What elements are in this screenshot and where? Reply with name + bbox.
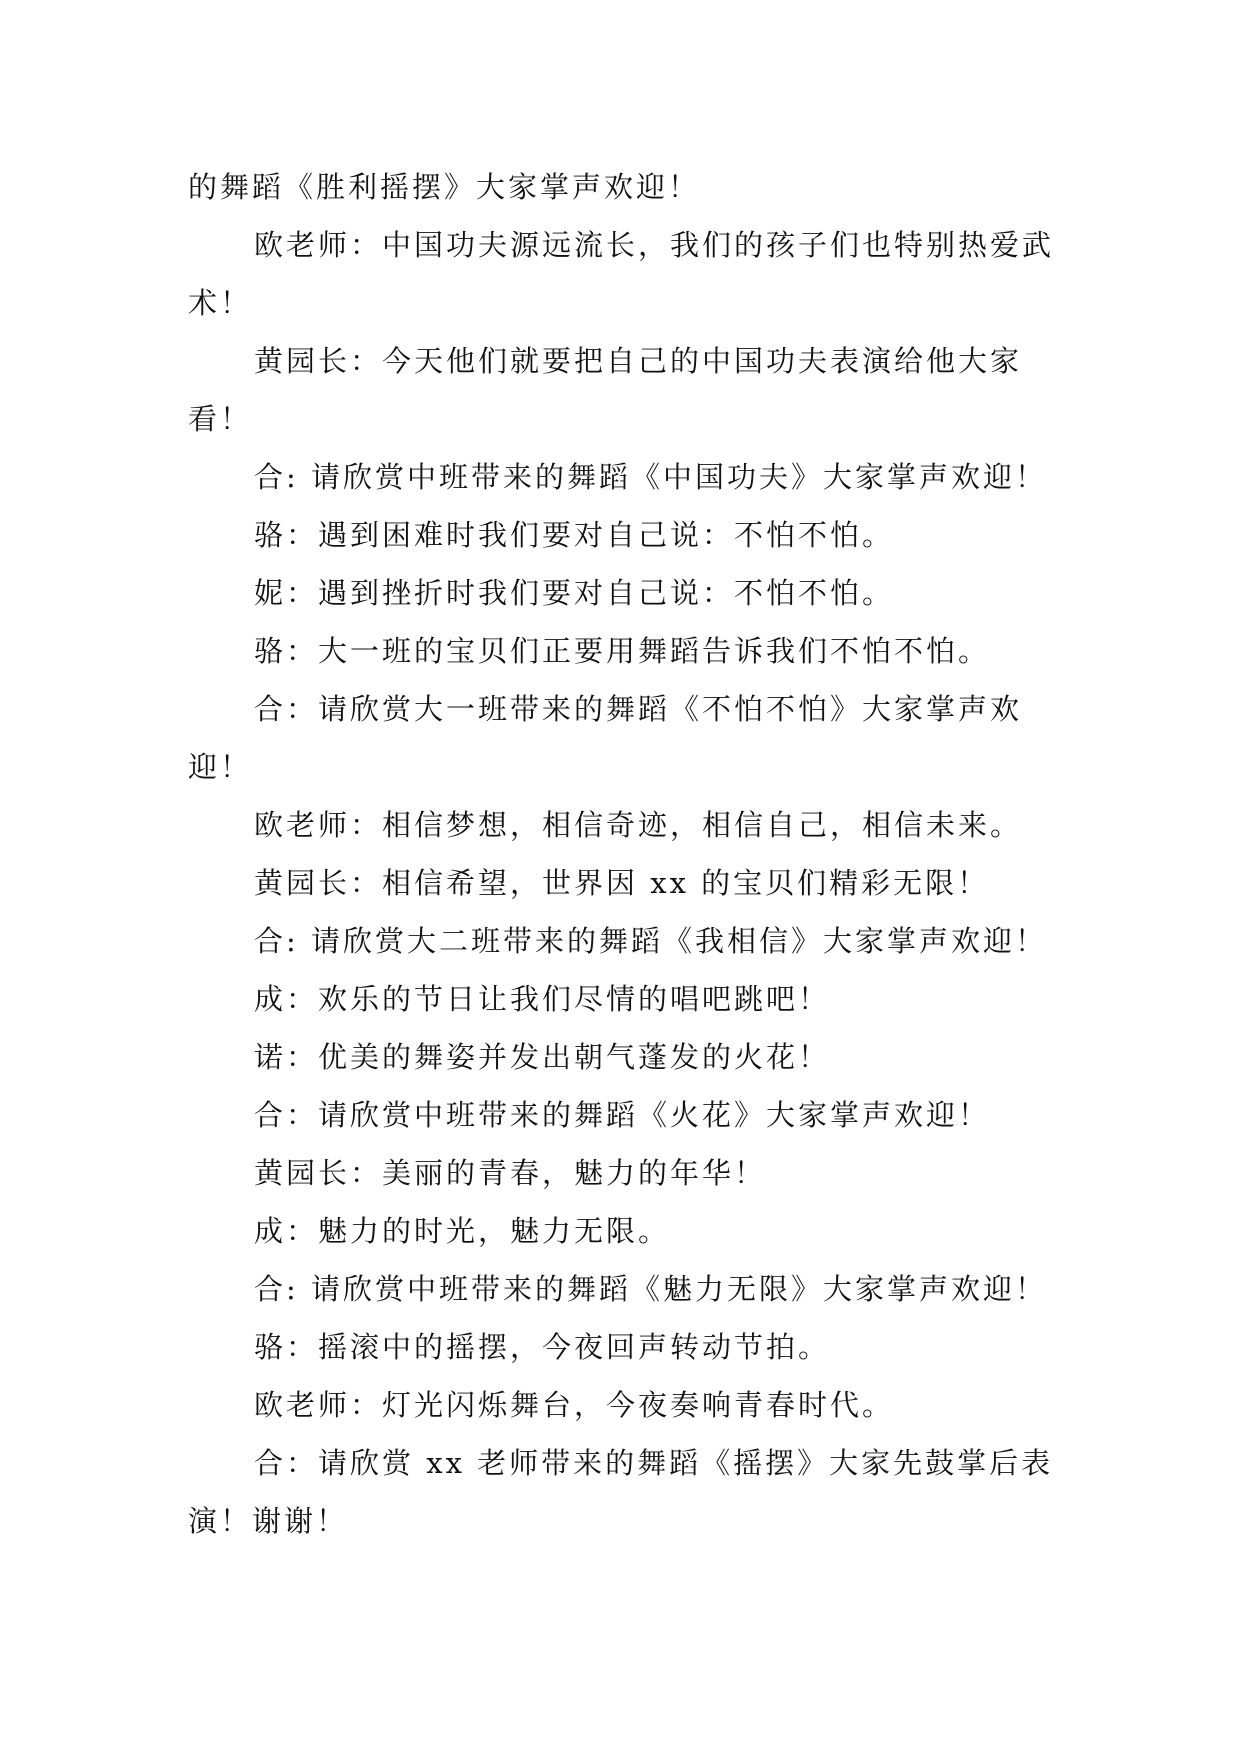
paragraph: 骆：摇滚中的摇摆，今夜回声转动节拍。 bbox=[254, 1330, 831, 1364]
paragraph: 合：请欣赏中班带来的舞蹈《火花》大家掌声欢迎！ bbox=[254, 1098, 991, 1132]
paragraph: 欧老师：相信梦想，相信奇迹，相信自己，相信未来。 bbox=[254, 808, 1023, 842]
paragraph-continuation: 的舞蹈《胜利摇摆》大家掌声欢迎！ bbox=[188, 170, 701, 204]
paragraph: 合: 请欣赏中班带来的舞蹈《魅力无限》大家掌声欢迎！ bbox=[254, 1272, 1047, 1306]
paragraph: 成：魅力的时光，魅力无限。 bbox=[254, 1214, 671, 1248]
paragraph: 欧老师：灯光闪烁舞台，今夜奏响青春时代。 bbox=[254, 1388, 895, 1422]
paragraph: 黄园长：相信希望，世界因 xx 的宝贝们精彩无限！ bbox=[254, 866, 990, 900]
paragraph: 成：欢乐的节日让我们尽情的唱吧跳吧！ bbox=[254, 982, 831, 1016]
paragraph: 骆：大一班的宝贝们正要用舞蹈告诉我们不怕不怕。 bbox=[254, 634, 991, 668]
paragraph: 合: 请欣赏中班带来的舞蹈《中国功夫》大家掌声欢迎！ bbox=[254, 460, 1047, 494]
paragraph: 骆：遇到困难时我们要对自己说：不怕不怕。 bbox=[254, 518, 895, 552]
document-body bbox=[188, 158, 1068, 1550]
paragraph: 诺：优美的舞姿并发出朝气蓬发的火花！ bbox=[254, 1040, 831, 1074]
paragraph: 黄园长：今天他们就要把自己的中国功夫表演给他大家看！ bbox=[188, 344, 1023, 436]
paragraph: 合：请欣赏大一班带来的舞蹈《不怕不怕》大家掌声欢迎！ bbox=[188, 692, 1023, 784]
paragraph: 黄园长：美丽的青春，魅力的年华！ bbox=[254, 1156, 767, 1190]
paragraph: 合：请欣赏 xx 老师带来的舞蹈《摇摆》大家先鼓掌后表演！谢谢！ bbox=[188, 1446, 1054, 1538]
paragraph: 妮：遇到挫折时我们要对自己说：不怕不怕。 bbox=[254, 576, 895, 610]
paragraph: 合: 请欣赏大二班带来的舞蹈《我相信》大家掌声欢迎！ bbox=[254, 924, 1047, 958]
paragraph: 欧老师：中国功夫源远流长，我们的孩子们也特别热爱武术！ bbox=[188, 228, 1055, 320]
